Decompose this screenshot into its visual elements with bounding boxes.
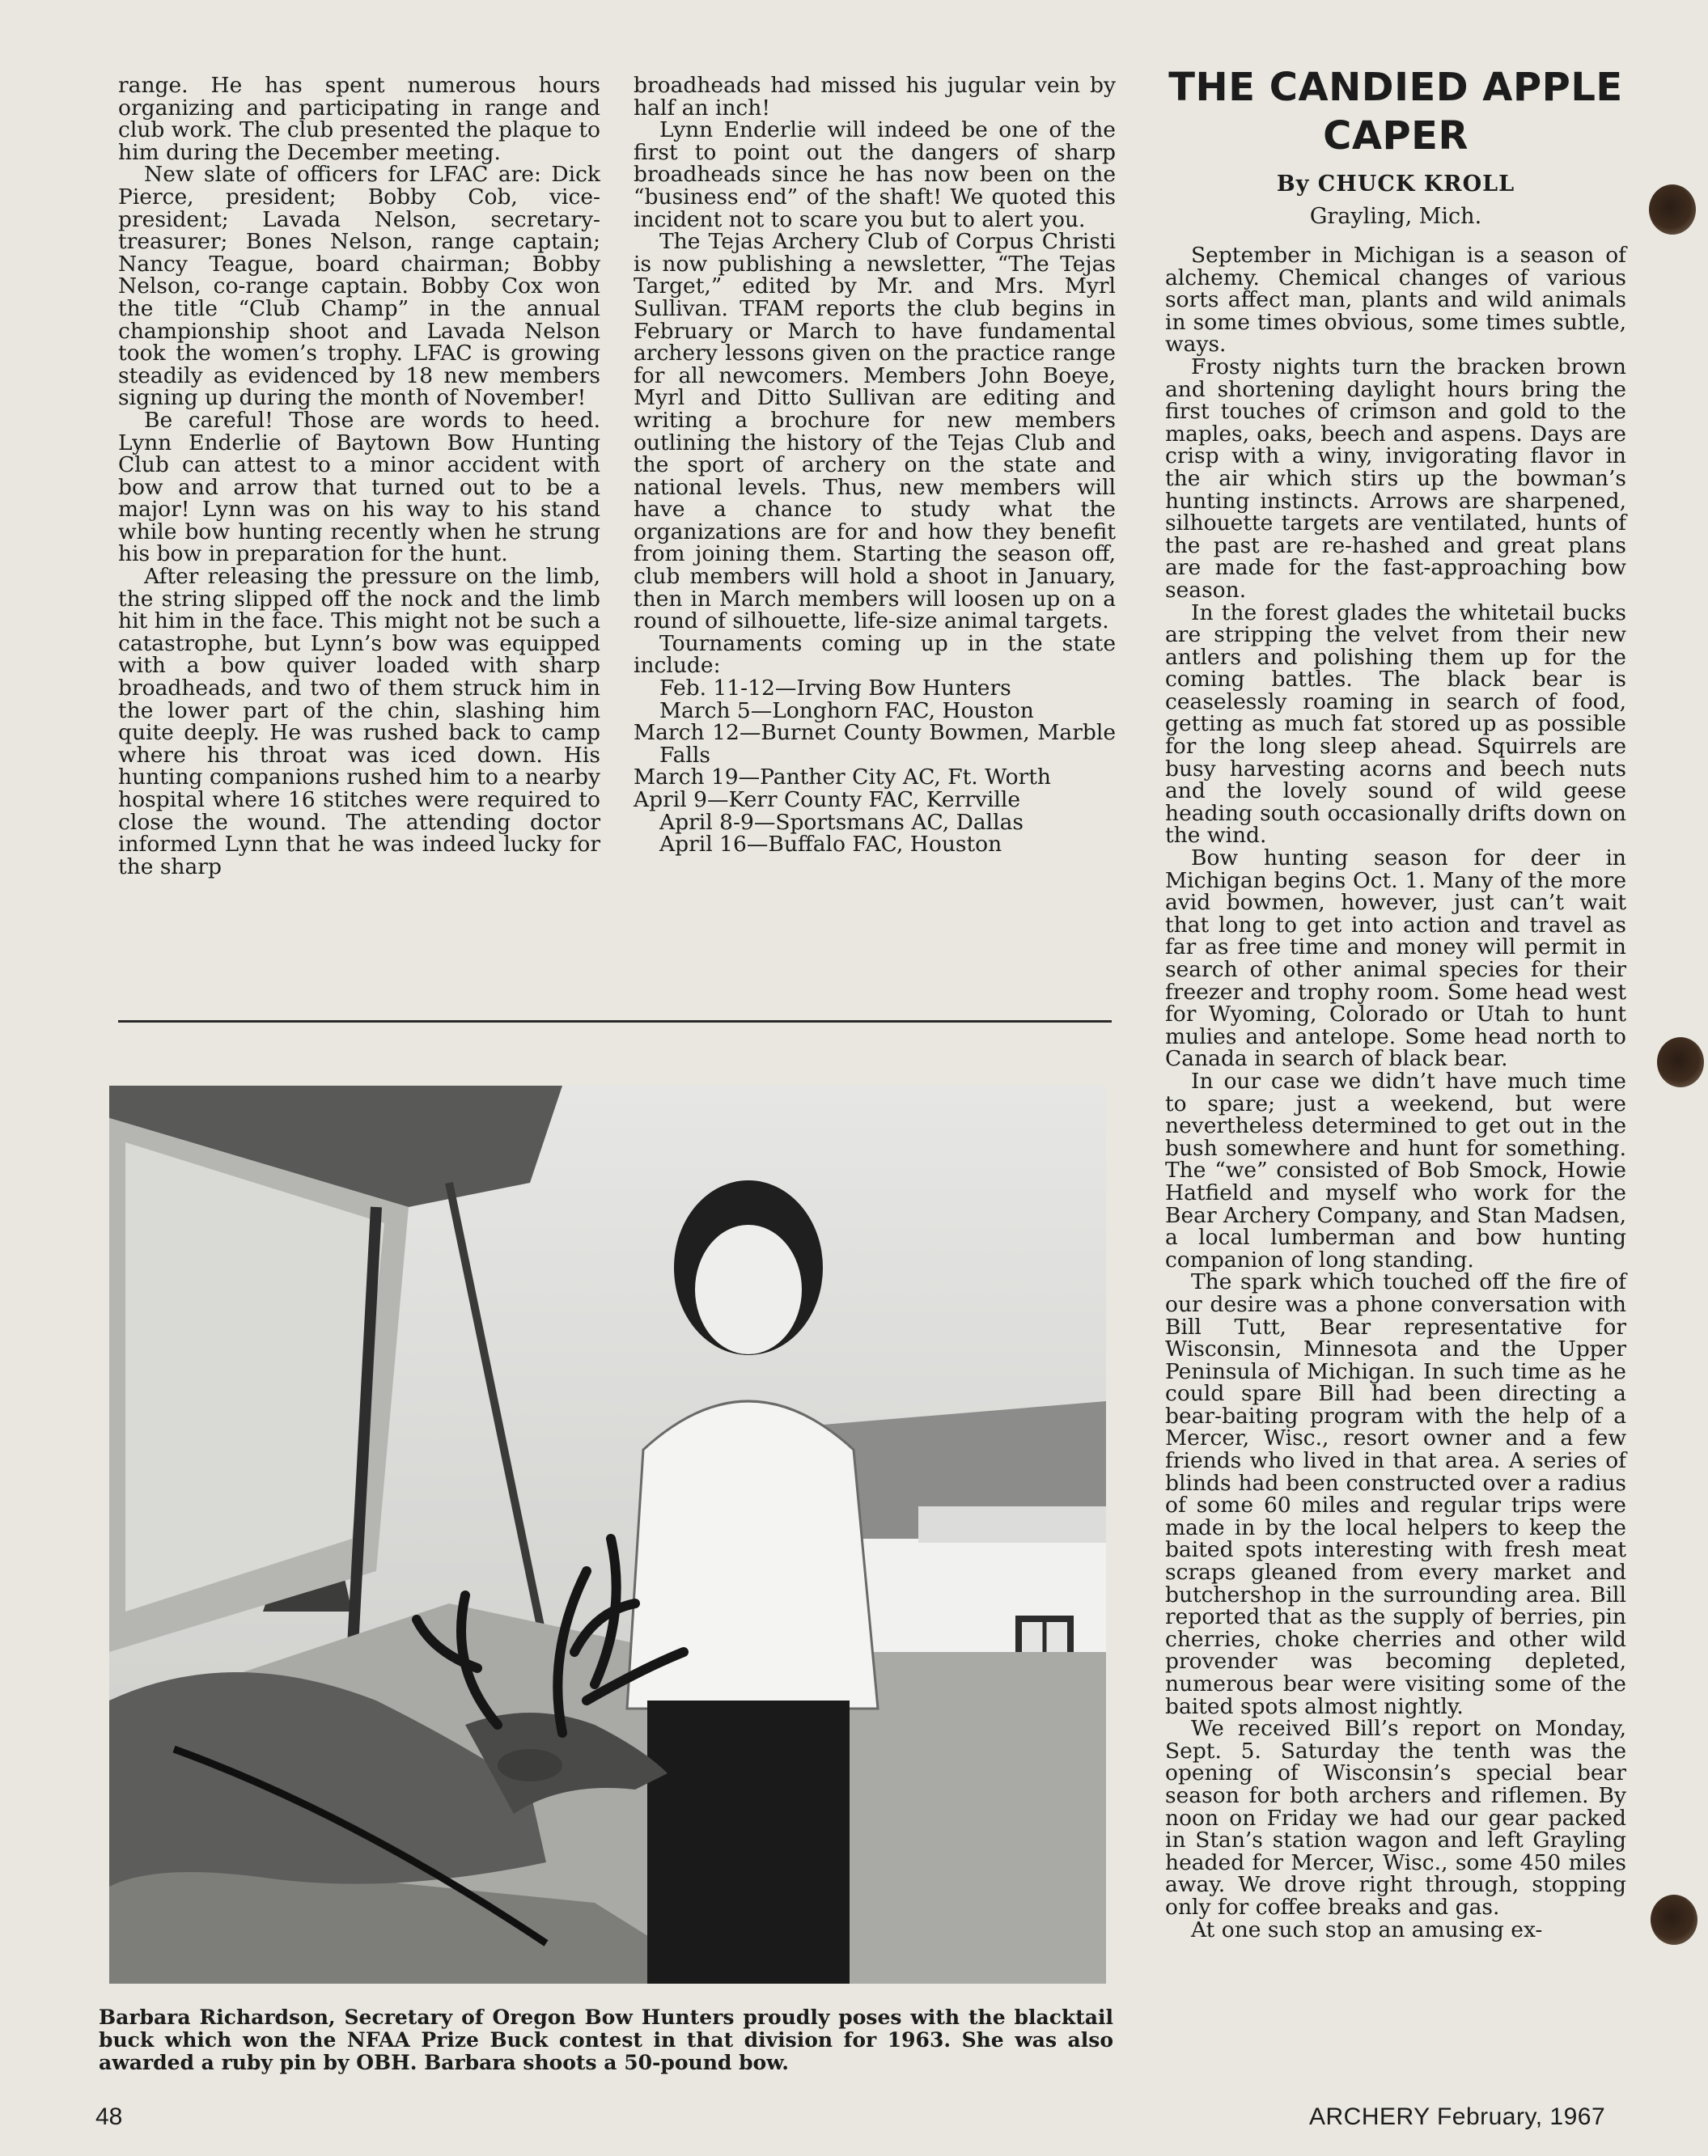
paragraph: Be careful! Those are words to heed. Lynn Enderlie of Baytown Bow Hunting Club can attest to a minor accident with bow and arrow that turned out to be a major! Lynn was on his way to his stand while bow hunting recently when he strung his bow in preparation for the hunt. xyxy=(118,407,600,567)
article-title: THE CANDIED APPLE CAPER xyxy=(1168,65,1623,159)
tournament-item: April 16—Buffalo FAC, Houston xyxy=(659,832,1002,858)
paragraph: We received Bill’s report on Monday, Sept. 5. Saturday the tenth was the opening of Wisconsin’s special bear season for both archers and riflemen. By noon on Friday we had our gear packed in Stan’s station wagon and left Grayling headed for Mercer, Wisc., some 450 miles away. We drove right through, stopping only for coffee breaks and gas. xyxy=(1165,1716,1626,1920)
binder-hole xyxy=(1657,1037,1704,1087)
paragraph: Frosty nights turn the bracken brown and shortening daylight hours bring the first touches of crimson and gold to the maples, oaks, beech and aspens. Days are crisp with a winy, invigorating flavor in the air which stirs up the bowman’s hunting instincts. Arrows are sharpened, silhouette targets are ventilated, hunts of the past are re-hashed and great plans are made for the fast-approaching bow season. xyxy=(1165,354,1626,603)
paragraph: In the forest glades the whitetail bucks are stripping the velvet from their new antlers and polishing them up for the coming battles. The black bear is ceaselessly roaming in search of food, getting as much fat stored up as possible for the long sleep ahead. Squirrels are busy harvesting acorns and beech nuts and the lovely sound of wild geese heading south occasionally drifts down on the wind. xyxy=(1165,599,1626,849)
paragraph: September in Michigan is a season of alchemy. Chemical changes of various sorts affect man, plants and wild animals in some times obvious, some times subtle, ways. xyxy=(1165,243,1626,358)
paragraph: In our case we didn’t have much time to spare; just a weekend, but were nevertheless determined to get out in the bush somewhere and hunt for something. The “we” consisted of Bob Smock, Howie Hatfield and myself who work for the Bear Archery Company, and Stan Madsen, a local lumberman and bow hunting companion of long standing. xyxy=(1165,1068,1627,1273)
tournament-list xyxy=(634,677,1116,856)
tournament-item: April 8-9—Sportsmans AC, Dallas xyxy=(659,809,1024,835)
tournament-item: March 12—Burnet County Bowmen, Marble Falls xyxy=(634,720,1116,768)
article-byline: By CHUCK KROLL xyxy=(1276,172,1515,197)
article-location: Grayling, Mich. xyxy=(1309,204,1482,229)
paragraph: Lynn Enderlie will indeed be one of the first to point out the dangers of sharp broadheads since he has now been on the “business end” of the shaft! We quoted this incident not to scare you but to alert you. xyxy=(634,117,1116,232)
column-right xyxy=(1165,244,1626,1941)
paragraph: The spark which touched off the fire of our desire was a phone conversation with Bill Tutt, Bear representative for Wisconsin, Minnesota and the Upper Peninsula of Michigan. In such time as he could spare Bill had been directing a bear-baiting program with the help of a Mercer, Wisc., resort owner and a few friends who lived in that area. A series of blinds had been constructed over a radius of some 60 miles and regular trips were made in by the local helpers to keep the baited spots interesting with fresh meat scraps gleaned from every market and butchershop in the surrounding area. Bill reported that as the supply of berries, pin cherries, choke cherries and other wild provender was becoming depleted, numerous bear were visiting some of the baited spots almost nightly. xyxy=(1165,1269,1626,1719)
running-footer: ARCHERY February, 1967 xyxy=(1309,2103,1606,2130)
binder-hole xyxy=(1651,1895,1697,1945)
paragraph: broadheads had missed his jugular vein by half an inch! xyxy=(634,73,1116,121)
photo-archer-with-buck xyxy=(109,1086,1106,1984)
tournament-item: March 5—Longhorn FAC, Houston xyxy=(659,697,1034,723)
paragraph: At one such stop an amusing ex- xyxy=(1191,1917,1543,1942)
photo-caption: Barbara Richardson, Secretary of Oregon Bow Hunters proudly poses with the blacktail buck which won the NFAA Prize Buck contest in that division for 1963. She was also awarded a ruby pin by OBH. Barbara shoots a 50-pound bow. xyxy=(99,2006,1113,2074)
tournament-item: April 9—Kerr County FAC, Kerrville xyxy=(634,787,1021,812)
tournament-item: March 19—Panther City AC, Ft. Worth xyxy=(634,765,1051,790)
column-left xyxy=(118,74,600,878)
paragraph: Bow hunting season for deer in Michigan begins Oct. 1. Many of the more avid bowmen, however, just can’t wait that long to get into action and travel as far as free time and money will permit in search of other animal species for their freezer and trophy room. Some head west for Wyoming, Colorado or Utah to hunt mulies and antelope. Some head north to Canada in search of black bear. xyxy=(1165,845,1626,1072)
column-middle xyxy=(634,74,1116,856)
paragraph: Tournaments coming up in the state include: xyxy=(634,630,1116,679)
paragraph: After releasing the pressure on the limb, the string slipped off the nock and the limb hit him in the face. This might not be such a catastrophe, but Lynn’s bow was equipped with a bow quiver loaded with sharp broadheads, and two of them struck him in the lower part of the chin, slashing him quite deeply. He was rushed back to camp where his throat was iced down. His hunting companions rushed him to a nearby hospital where 16 stitches were required to close the wound. The attending doctor informed Lynn that he was indeed lucky for the sharp xyxy=(118,564,600,879)
photo-illustration xyxy=(109,1086,1106,1984)
page-number: 48 xyxy=(95,2103,123,2130)
tournament-item: Feb. 11-12—Irving Bow Hunters xyxy=(659,676,1011,701)
paragraph: range. He has spent numerous hours organizing and participating in range and club work. The club presented the plaque to him during the December meeting. xyxy=(118,73,600,165)
section-divider xyxy=(118,1020,1112,1023)
paragraph: New slate of officers for LFAC are: Dick Pierce, president; Bobby Cob, vice-president; Lavada Nelson, secretary-treasurer; Bones Nelson, range captain; Nancy Teague, board chairman; Bobby Nelson, co-range captain. Bobby Cox won the title “Club Champ” in the annual championship shoot and Lavada Nelson took the women’s trophy. LFAC is growing steadily as evidenced by 18 new members signing up during the month of November! xyxy=(118,162,600,411)
paragraph: The Tejas Archery Club of Corpus Christi is now publishing a newsletter, “The Tejas Target,” edited by Mr. and Mrs. Myrl Sullivan. TFAM reports the club begins in February or March to have fundamental archery lessons given on the practice range for all newcomers. Members John Boeye, Myrl and Ditto Sullivan are editing and writing a brochure for new members outlining the history of the Tejas Club and the sport of archery on the state and national levels. Thus, new members will have a chance to study what the organizations are for and how they benefit from joining them. Starting the season off, club members will hold a shoot in January, then in March members will loosen up on a round of silhouette, life-size animal targets. xyxy=(634,229,1116,634)
binder-hole xyxy=(1649,184,1696,235)
